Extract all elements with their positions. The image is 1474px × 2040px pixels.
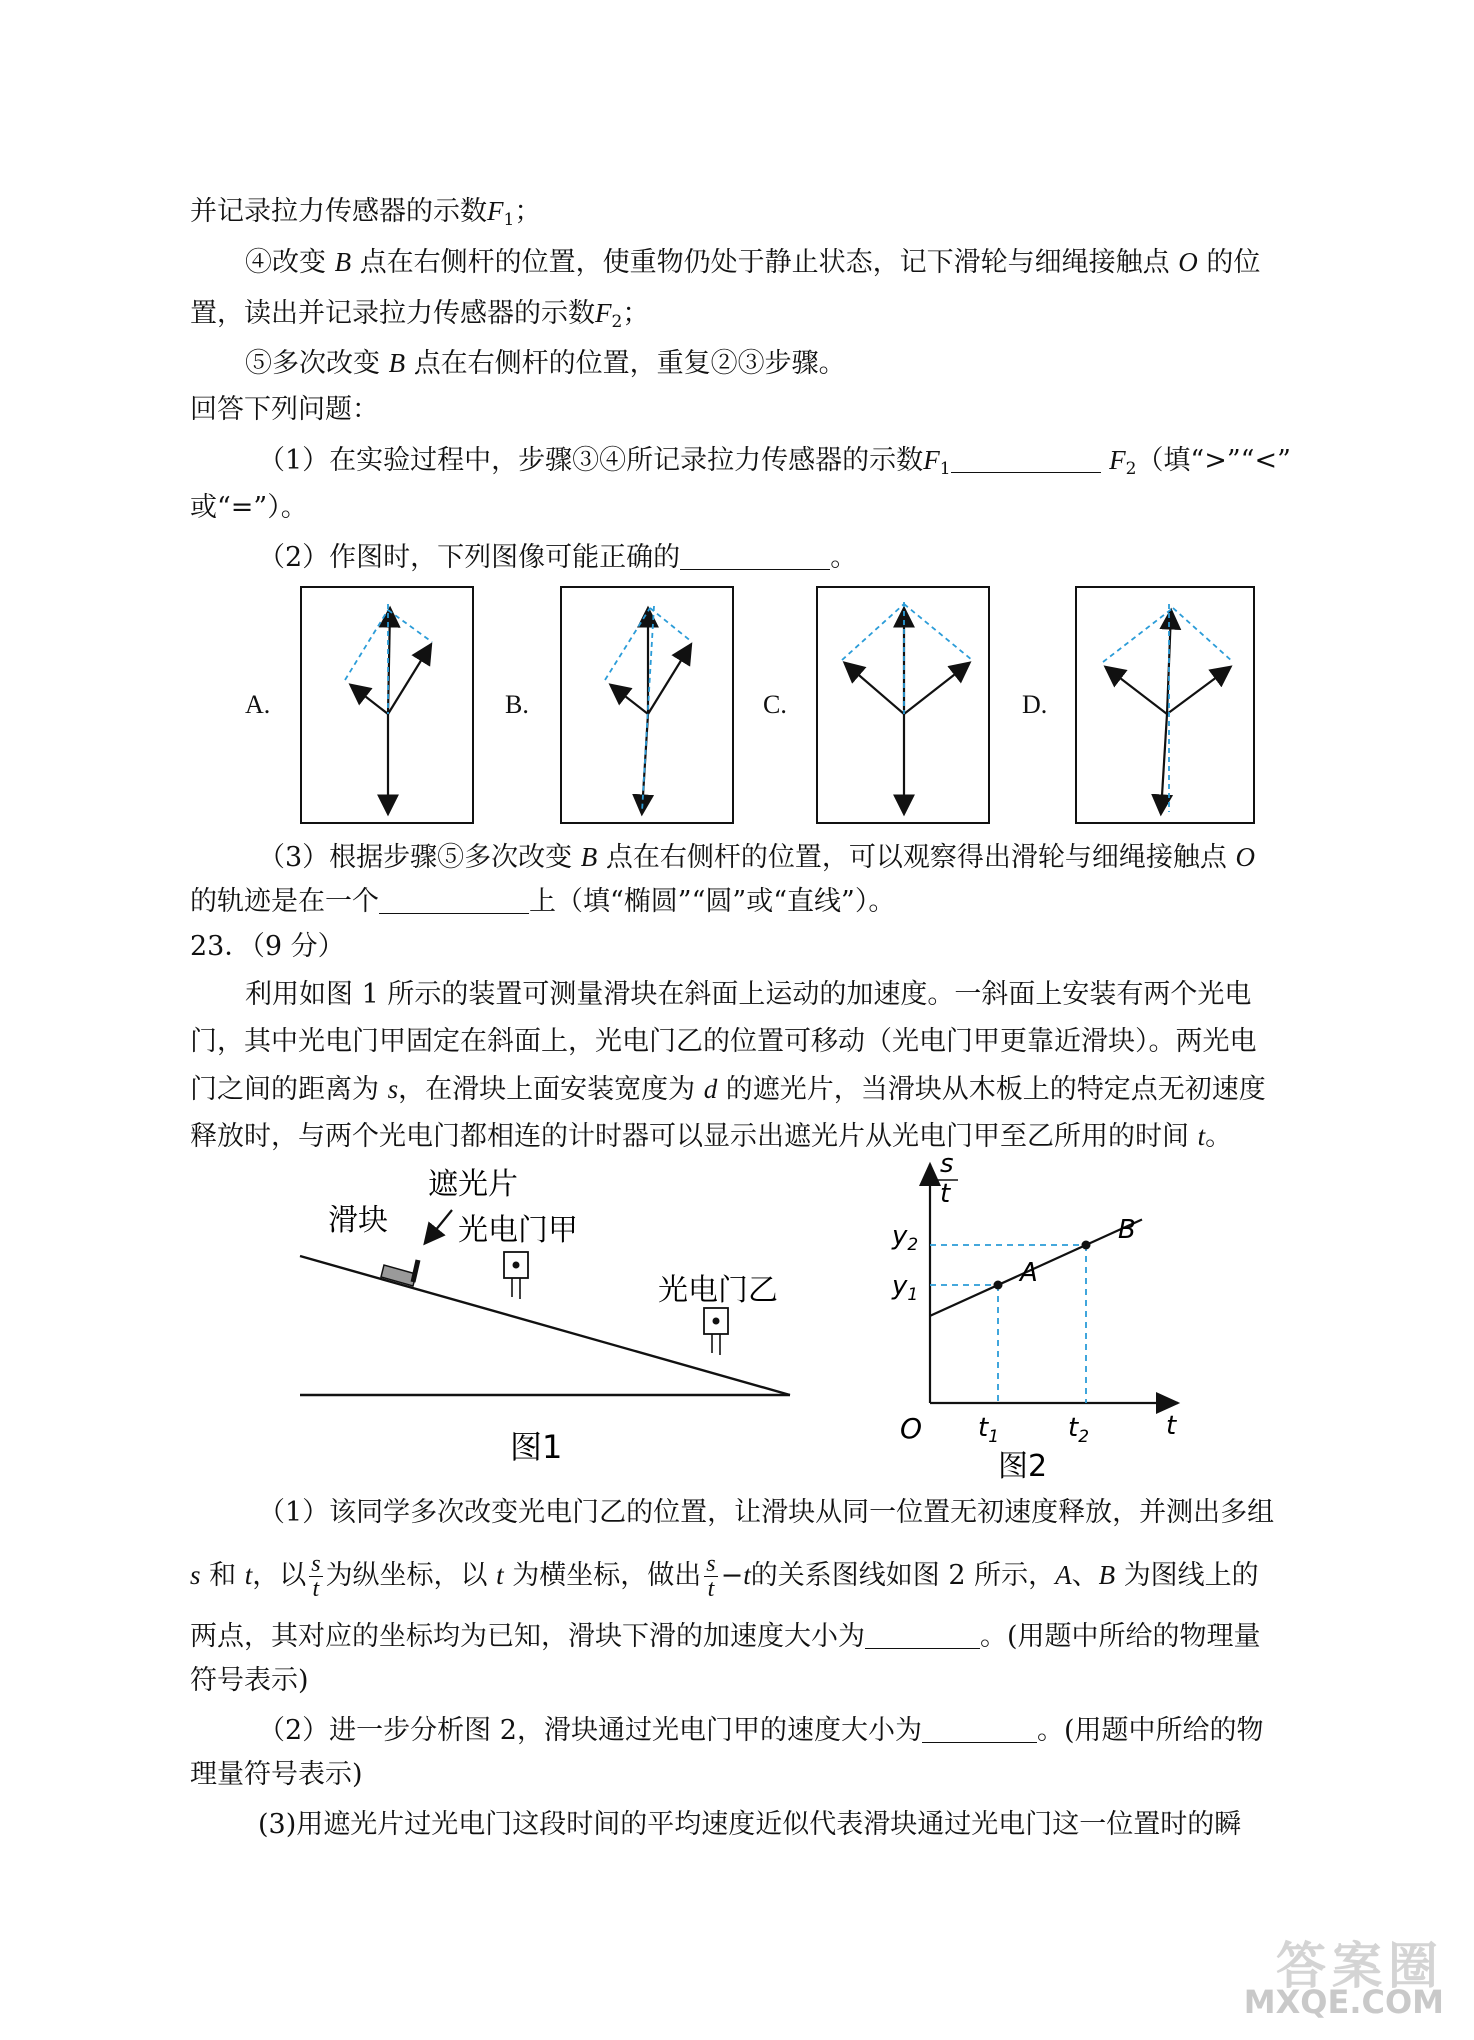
text-line-5: 回答下列问题： [190, 394, 379, 425]
force-diagram-a [302, 588, 472, 822]
tick-y1: $y_1$ [892, 1271, 919, 1305]
tick-y2: $y_2$ [892, 1221, 919, 1255]
question-1: （1）在实验过程中，步骤③④所记录拉力传感器的示数$F_1$ $F_2$（填“>”“<” [258, 445, 1291, 479]
option-b-diagram [560, 586, 734, 824]
data-point-b [1082, 1241, 1091, 1250]
label-shade: 遮光片 [428, 1167, 518, 1202]
problem-23-heading: 23．（9 分） [190, 931, 345, 962]
problem-23-desc-1: 利用如图 1 所示的装置可测量滑块在斜面上运动的加速度。一斜面上安装有两个光电 [245, 979, 1252, 1010]
answer-blank-3[interactable] [379, 887, 529, 914]
q23-2-line1: （2）进一步分析图 2，滑块通过光电门甲的速度大小为 。(用题中所给的物 [258, 1715, 1264, 1746]
problem-23-desc-2: 门，其中光电门甲固定在斜面上，光电门乙的位置可移动（光电门甲更靠近滑块）。两光电 [190, 1026, 1257, 1057]
chart-layer [930, 1220, 1142, 1403]
q23-1-line3: 两点，其对应的坐标均为已知，滑块下滑的加速度大小为 。(用题中所给的物理量 [190, 1621, 1261, 1652]
shade-plate [413, 1260, 418, 1282]
figure-2-caption: 图2 [998, 1449, 1048, 1484]
option-label-c: C. [763, 690, 787, 719]
fraction-s-over-t-1: $\frac{s}{t}$ [311, 1551, 321, 1602]
y-label-num: s [940, 1149, 954, 1179]
option-d-diagram [1075, 586, 1255, 824]
point-label-a: A [1020, 1258, 1038, 1288]
question-3-cont: 的轨迹是在一个 上（填“椭圆”“圆”或“直线”）。 [190, 886, 896, 917]
figure-1-incline [280, 1160, 820, 1470]
force-diagram-d [1077, 588, 1253, 822]
option-c-diagram [816, 586, 990, 824]
text-line-4: ⑤多次改变 B 点在右侧杆的位置，重复②③步骤。 [245, 348, 846, 379]
label-gate-b: 光电门乙 [658, 1273, 778, 1308]
label-slider: 滑块 [328, 1203, 388, 1238]
force-diagram-c [818, 588, 988, 822]
tick-t1: $t_1$ [978, 1413, 1000, 1447]
shade-pointer-arrow [426, 1210, 452, 1242]
figure-1-caption: 图1 [510, 1428, 563, 1466]
problem-23-desc-3: 门之间的距离为 s，在滑块上面安装宽度为 d 的遮光片，当滑块从木板上的特定点无初速度 [190, 1074, 1266, 1105]
option-label-d: D. [1022, 690, 1048, 719]
answer-blank-4[interactable] [865, 1622, 980, 1649]
text-line-2: ④改变 B 点在右侧杆的位置，使重物仍处于静止状态，记下滑轮与细绳接触点 O 的位 [245, 247, 1261, 278]
option-label-b: B. [505, 690, 529, 719]
answer-blank-1[interactable] [951, 446, 1101, 473]
q23-1-line1: （1）该同学多次改变光电门乙的位置，让滑块从同一位置无初速度释放，并测出多组 [258, 1497, 1275, 1528]
q23-1-line2: s 和 t，以 $\frac{s}{t}$ 为纵坐标，以 t 为横坐标，做出 $\frac{s}{t}$ −t的关系图线如图 2 所示，A、B 为图线上的 [190, 1551, 1259, 1602]
question-3: （3）根据步骤⑤多次改变 B 点在右侧杆的位置，可以观察得出滑轮与细绳接触点 O [258, 842, 1255, 873]
photogate-b [704, 1308, 728, 1355]
question-2: （2）作图时，下列图像可能正确的 。 [258, 542, 858, 573]
x-label: t [1166, 1411, 1177, 1441]
y-label-den: t [940, 1179, 951, 1209]
origin-label: O [900, 1412, 923, 1445]
tick-t2: $t_2$ [1068, 1413, 1090, 1447]
text-line-3: 置，读出并记录拉力传感器的示数$F_2$； [190, 298, 650, 332]
q23-3-line1: (3)用遮光片过光电门这段时间的平均速度近似代表滑块通过光电门这一位置时的瞬 [258, 1809, 1242, 1840]
answer-blank-5[interactable] [922, 1716, 1037, 1743]
q23-1-line4: 符号表示) [190, 1665, 309, 1696]
data-point-a [994, 1281, 1003, 1290]
force-diagram-b [562, 588, 732, 822]
problem-23-desc-4: 释放时，与两个光电门都相连的计时器可以显示出遮光片从光电门甲至乙所用的时间 t。 [190, 1121, 1233, 1152]
q23-2-line2: 理量符号表示) [190, 1759, 363, 1790]
option-label-a: A. [245, 690, 271, 719]
label-gate-a: 光电门甲 [458, 1213, 578, 1248]
answer-blank-2[interactable] [680, 543, 830, 570]
photogate-a [504, 1252, 528, 1299]
figure-2-graph [880, 1148, 1200, 1488]
option-a-diagram [300, 586, 474, 824]
text-line-1: 并记录拉力传感器的示数$F_1$； [190, 196, 542, 230]
fraction-s-over-t-2: $\frac{s}{t}$ [706, 1551, 716, 1602]
watermark-logo: 答案圈 MXQE.COM [1243, 1937, 1444, 2021]
question-1-cont: 或“=”）。 [190, 492, 308, 523]
point-label-b: B [1118, 1215, 1136, 1245]
